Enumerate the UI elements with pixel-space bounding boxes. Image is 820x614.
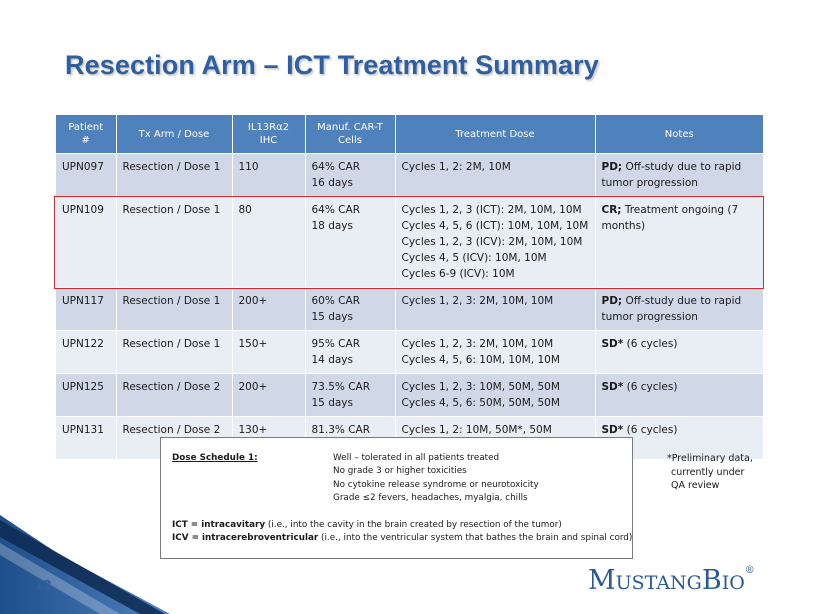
note-status: SD*: [601, 424, 624, 436]
header-ihc: IL13Rα2 IHC: [232, 115, 305, 154]
dose-line: Well – tolerated in all patients treated: [333, 453, 500, 463]
table-header-row: [56, 115, 763, 154]
cell-patient: UPN122: [56, 331, 116, 374]
note-status: PD;: [601, 295, 623, 307]
cell-tx-arm: Resection / Dose 2: [116, 374, 232, 417]
note-text: (6 cycles): [626, 338, 678, 350]
mustang-bio-logo: MUSTANGBIO®: [588, 565, 755, 596]
ict-term: ICT = intracavitary: [172, 520, 266, 530]
cell-patient: UPN131: [56, 417, 116, 460]
cell-treatment-dose: Cycles 1, 2, 3 (ICT): 2M, 10M, 10M Cycles 4, 5, 6 (ICT): 10M, 10M, 10M Cycles 1, 2, 3 (ICV): 2M, 10M, 10M Cycles 4, 5 (ICV): 10M, 10M Cycles 6-9 (ICV): 10M: [395, 197, 595, 288]
note-text: (6 cycles): [626, 381, 678, 393]
note-text: Off-study due to rapid tumor progression: [601, 161, 742, 189]
cell-car-t: 95% CAR 14 days: [305, 331, 395, 374]
cell-patient: UPN117: [56, 288, 116, 331]
note-text: Off-study due to rapid tumor progression: [601, 295, 742, 323]
cell-tx-arm: Resection / Dose 1: [116, 197, 232, 288]
dose-schedule-label: Dose Schedule 1:: [172, 453, 258, 463]
header-notes: Notes: [595, 115, 763, 154]
cell-ihc: 110: [232, 154, 305, 197]
cell-tx-arm: Resection / Dose 1: [116, 154, 232, 197]
cell-ihc: 150+: [232, 331, 305, 374]
cell-car-t: 81.3% CAR: [305, 417, 395, 460]
cell-car-t: 73.5% CAR 15 days: [305, 374, 395, 417]
slide-title: Resection Arm – ICT Treatment Summary: [65, 50, 599, 80]
cell-ihc: 80: [232, 197, 305, 288]
note-status: CR;: [601, 204, 622, 216]
footnote-line: *Preliminary data,: [667, 453, 753, 464]
cell-notes: [595, 374, 763, 417]
cell-ihc: 130+: [232, 417, 305, 460]
header-tx-arm: Tx Arm / Dose: [116, 115, 232, 154]
cell-car-t: 64% CAR 18 days: [305, 197, 395, 288]
cell-tx-arm: Resection / Dose 1: [116, 288, 232, 331]
icv-definition: [172, 532, 632, 545]
footnote-line: QA review: [671, 480, 720, 491]
table-row: [56, 154, 763, 197]
cell-treatment-dose: Cycles 1, 2, 3: 2M, 10M, 10M Cycles 4, 5, 6: 10M, 10M, 10M: [395, 331, 595, 374]
note-text: Treatment ongoing (7 months): [601, 204, 739, 232]
footnote-line: currently under: [671, 466, 745, 478]
cell-tx-arm: Resection / Dose 2: [116, 417, 232, 460]
treatment-summary-table: [56, 115, 763, 459]
header-patient: Patient #: [56, 115, 116, 154]
table-row: [56, 288, 763, 331]
preliminary-footnote: [667, 452, 753, 493]
note-status: PD;: [601, 161, 623, 173]
ict-desc: (i.e., into the cavity in the brain created by resection of the tumor): [267, 520, 562, 530]
definitions: [172, 519, 632, 546]
note-status: SD*: [601, 381, 624, 393]
cell-notes: [595, 288, 763, 331]
cell-patient: UPN109: [56, 197, 116, 288]
dose-line: No grade 3 or higher toxicities: [333, 466, 467, 477]
icv-term: ICV = intracerebroventricular: [172, 533, 319, 544]
swoosh-decoration: [0, 515, 170, 614]
cell-tx-arm: Resection / Dose 1: [116, 331, 232, 374]
cell-ihc: 200+: [232, 288, 305, 331]
cell-ihc: 200+: [232, 374, 305, 417]
table-row: [56, 331, 763, 374]
icv-desc: (i.e., into the ventricular system that bathes the brain and spinal cord): [321, 533, 633, 544]
cell-notes: [595, 331, 763, 374]
cell-car-t: 60% CAR 15 days: [305, 288, 395, 331]
cell-patient: UPN125: [56, 374, 116, 417]
header-treatment-dose: Treatment Dose: [395, 115, 595, 154]
cell-treatment-dose: Cycles 1, 2, 3: 2M, 10M, 10M: [395, 288, 595, 331]
ict-definition: [172, 519, 632, 532]
dose-line: Grade ≤2 fevers, headaches, myalgia, chills: [333, 493, 528, 504]
cell-notes: [595, 154, 763, 197]
dose-line: No cytokine release syndrome or neurotoxicity: [333, 479, 539, 490]
dose-schedule-box: [160, 437, 633, 559]
dose-schedule-lines: [333, 452, 539, 506]
cell-notes: [595, 197, 763, 288]
table-row: [56, 374, 763, 417]
cell-treatment-dose: Cycles 1, 2: 2M, 10M: [395, 154, 595, 197]
note-text: (6 cycles): [626, 424, 678, 436]
page-number: 12: [35, 578, 52, 592]
header-car-t: Manuf. CAR-T Cells: [305, 115, 395, 154]
cell-treatment-dose: Cycles 1, 2: 10M, 50M*, 50M: [395, 417, 595, 460]
cell-patient: UPN097: [56, 154, 116, 197]
table-row: [56, 197, 763, 288]
cell-treatment-dose: Cycles 1, 2, 3: 10M, 50M, 50M Cycles 4, 5, 6: 50M, 50M, 50M: [395, 374, 595, 417]
cell-car-t: 64% CAR 16 days: [305, 154, 395, 197]
note-status: SD*: [601, 338, 624, 350]
